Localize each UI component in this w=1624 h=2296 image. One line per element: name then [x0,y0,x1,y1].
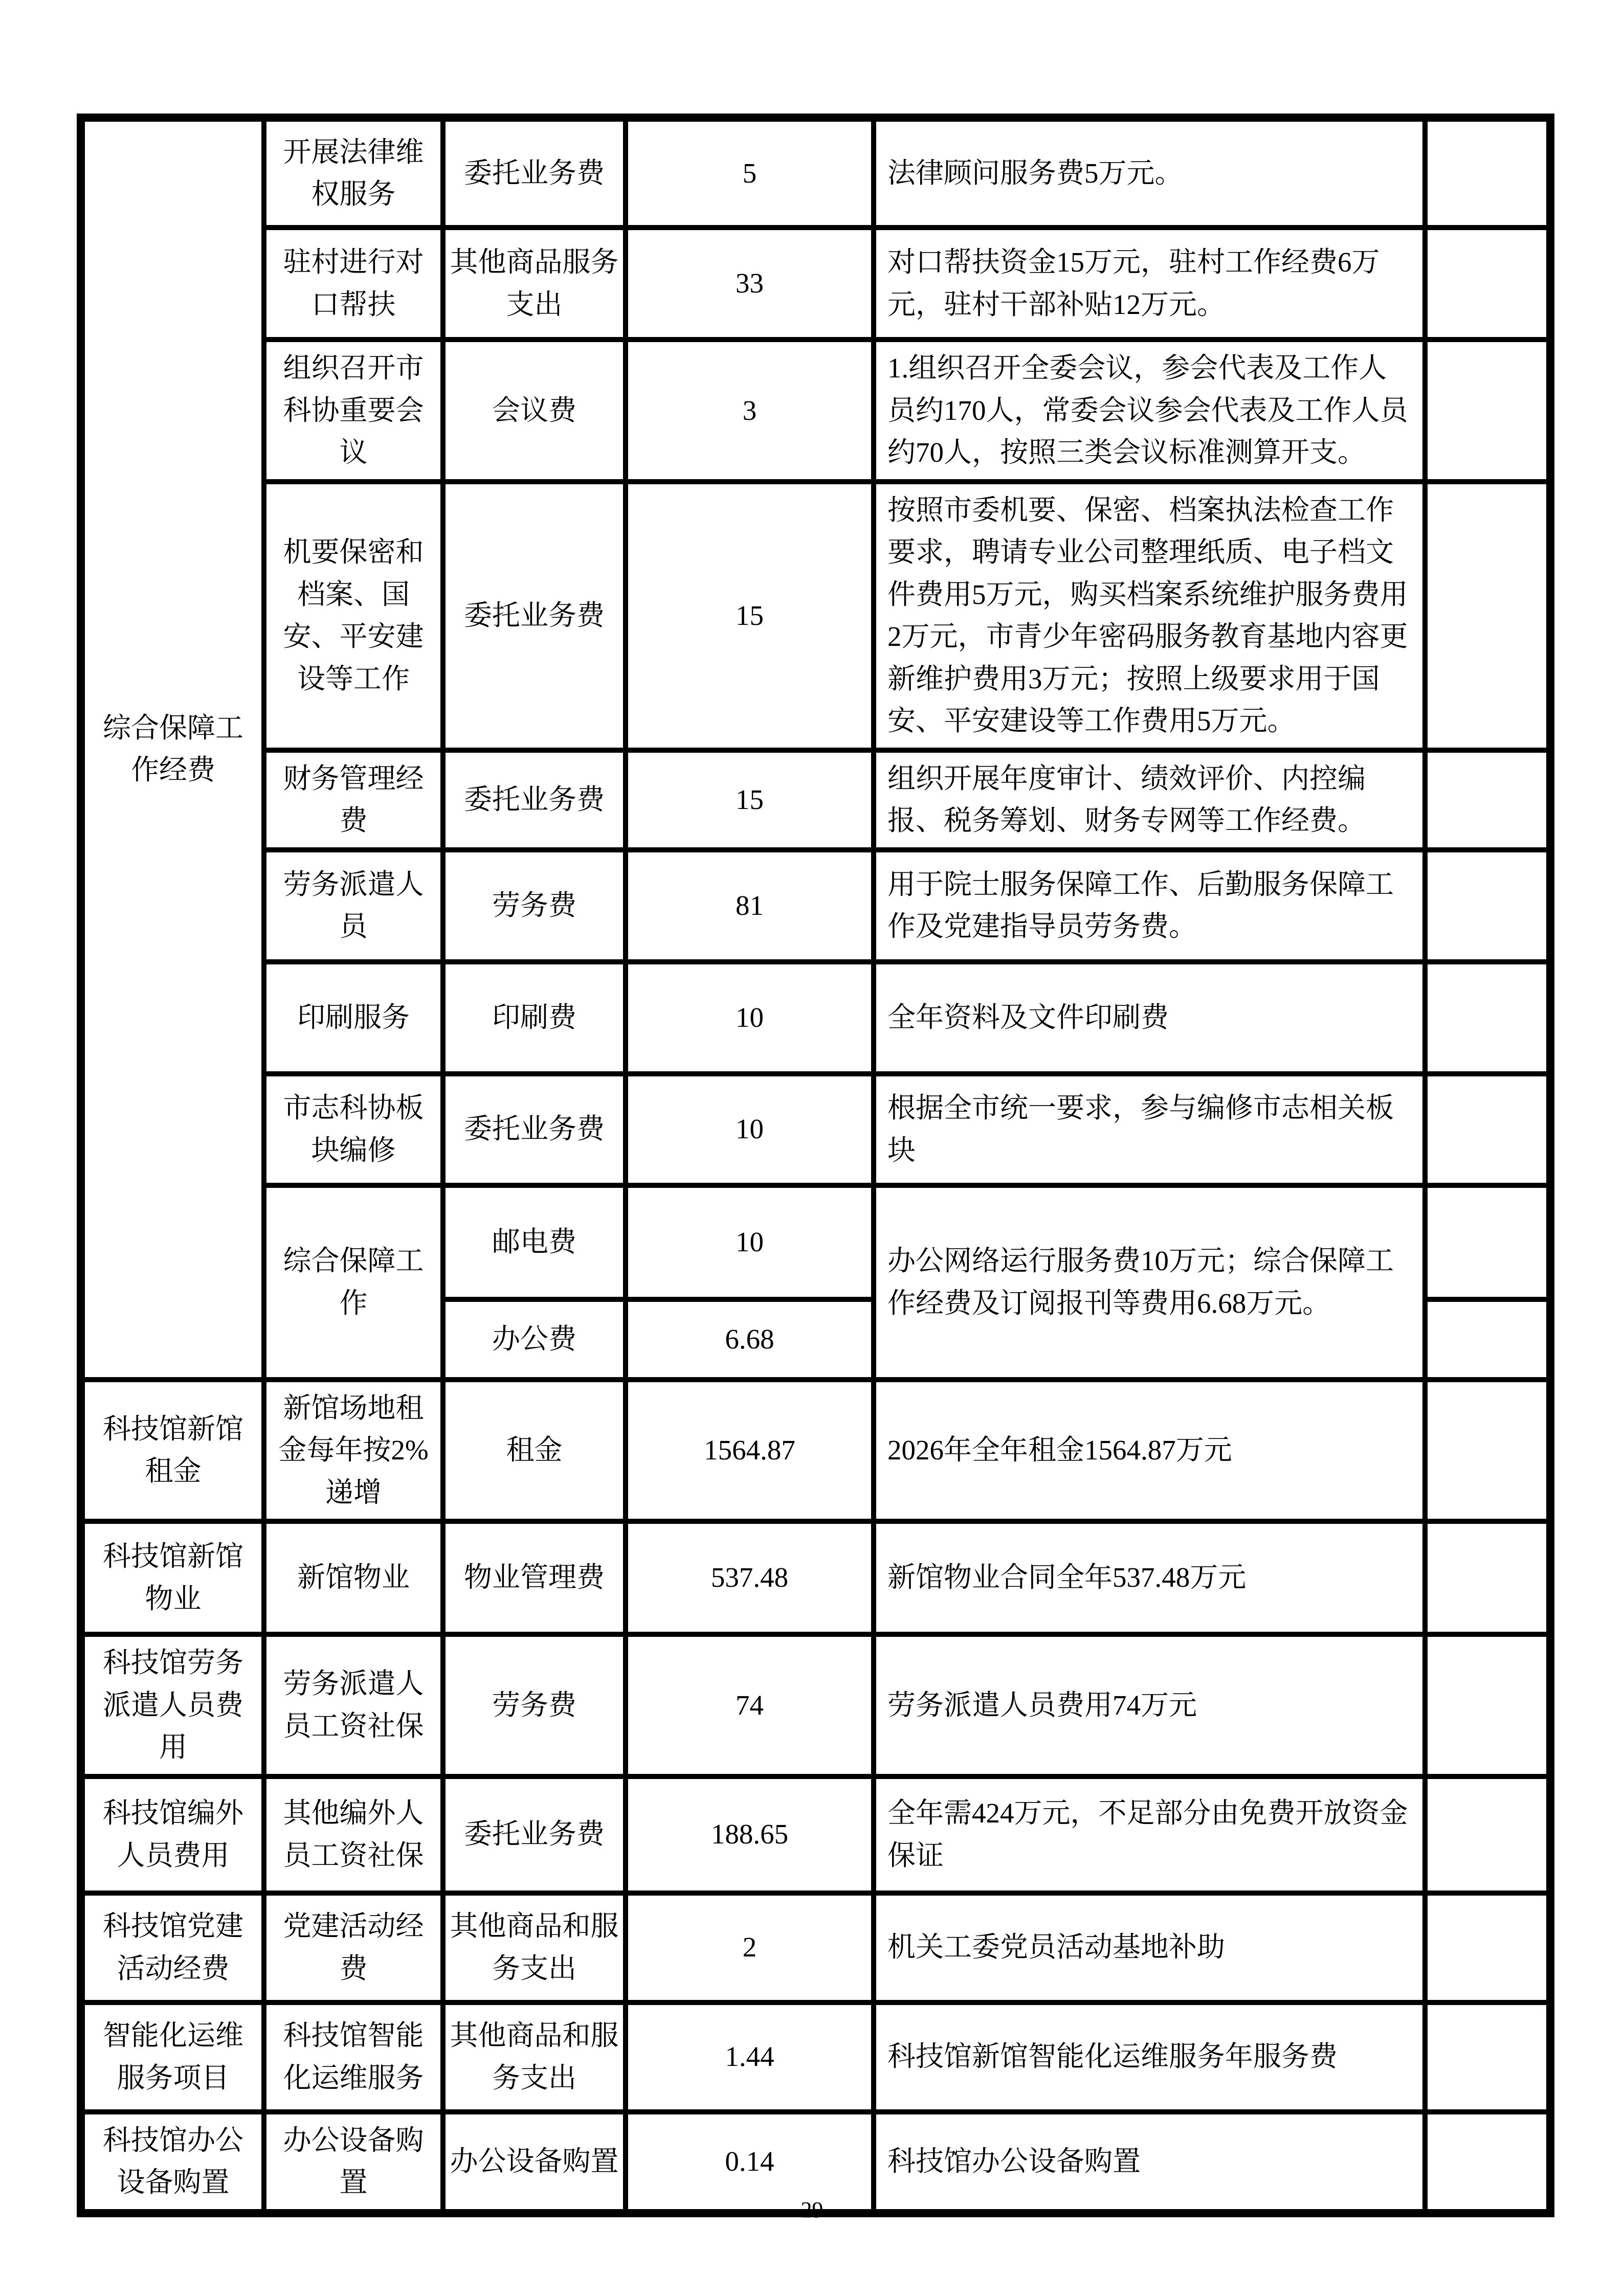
cell-expense-type: 其他商品服务支出 [443,228,626,340]
cell-amount: 0.14 [626,2112,874,2213]
cell-expense-type: 其他商品和服务支出 [443,1893,626,2002]
cell-subitem: 科技馆智能化运维服务 [264,2002,443,2112]
cell-amount: 15 [626,482,874,750]
cell-amount: 6.68 [626,1299,874,1380]
cell-description: 科技馆办公设备购置 [874,2112,1425,2213]
cell-blank [1425,2002,1550,2112]
cell-blank [1425,850,1550,962]
cell-category: 科技馆党建活动经费 [81,1893,264,2002]
cell-blank [1425,750,1550,850]
cell-subitem: 开展法律维权服务 [264,118,443,228]
cell-expense-type: 委托业务费 [443,482,626,750]
page-number: 29 [800,2197,824,2222]
cell-subitem: 机要保密和档案、国安、平安建设等工作 [264,482,443,750]
cell-blank [1425,1185,1550,1299]
cell-description: 用于院士服务保障工作、后勤服务保障工作及党建指导员劳务费。 [874,850,1425,962]
cell-expense-type: 邮电费 [443,1185,626,1299]
cell-blank [1425,1299,1550,1380]
table-row [81,962,1550,1074]
table-row [81,340,1550,482]
cell-subitem: 其他编外人员工资社保 [264,1776,443,1893]
table-row [81,482,1550,750]
cell-amount: 81 [626,850,874,962]
budget-table-body [81,118,1550,2213]
cell-expense-type: 印刷费 [443,962,626,1074]
cell-category: 科技馆办公设备购置 [81,2112,264,2213]
cell-subitem: 印刷服务 [264,962,443,1074]
cell-expense-type: 会议费 [443,340,626,482]
table-row [81,1074,1550,1185]
cell-expense-type: 其他商品和服务支出 [443,2002,626,2112]
cell-description: 1.组织召开全委会议，参会代表及工作人员约170人，常委会议参会代表及工作人员约70人，按照三类会议标准测算开支。 [874,340,1425,482]
cell-description: 劳务派遣人员费用74万元 [874,1634,1425,1776]
cell-subitem: 驻村进行对口帮扶 [264,228,443,340]
cell-subitem: 市志科协板块编修 [264,1074,443,1185]
cell-expense-type: 办公设备购置 [443,2112,626,2213]
cell-amount: 1564.87 [626,1380,874,1522]
cell-description: 全年资料及文件印刷费 [874,962,1425,1074]
cell-blank [1425,1634,1550,1776]
cell-amount: 3 [626,340,874,482]
cell-description: 全年需424万元，不足部分由免费开放资金保证 [874,1776,1425,1893]
cell-blank [1425,1893,1550,2002]
table-row [81,750,1550,850]
cell-description: 新馆物业合同全年537.48万元 [874,1521,1425,1634]
cell-blank [1425,1776,1550,1893]
cell-blank [1425,1521,1550,1634]
table-row [81,1634,1550,1776]
table-row [81,1521,1550,1634]
cell-blank [1425,482,1550,750]
cell-description: 法律顾问服务费5万元。 [874,118,1425,228]
cell-description: 2026年全年租金1564.87万元 [874,1380,1425,1522]
cell-subitem: 办公设备购置 [264,2112,443,2213]
cell-description: 按照市委机要、保密、档案执法检查工作要求，聘请专业公司整理纸质、电子档文件费用5万元，购买档案系统维护服务费用2万元，市青少年密码服务教育基地内容更新维护费用3万元；按照上级要求用于国安、平安建设等工作费用5万元。 [874,482,1425,750]
cell-amount: 74 [626,1634,874,1776]
cell-amount: 188.65 [626,1776,874,1893]
cell-subitem: 劳务派遣人员工资社保 [264,1634,443,1776]
cell-expense-type: 办公费 [443,1299,626,1380]
cell-amount: 15 [626,750,874,850]
cell-blank [1425,1074,1550,1185]
cell-description: 机关工委党员活动基地补助 [874,1893,1425,2002]
table-row [81,1776,1550,1893]
cell-description: 科技馆新馆智能化运维服务年服务费 [874,2002,1425,2112]
cell-amount: 2 [626,1893,874,2002]
cell-blank [1425,962,1550,1074]
cell-description: 对口帮扶资金15万元，驻村工作经费6万元，驻村干部补贴12万元。 [874,228,1425,340]
cell-expense-type: 劳务费 [443,850,626,962]
budget-detail-table [77,114,1554,2217]
cell-expense-type: 委托业务费 [443,1776,626,1893]
cell-subitem: 综合保障工作 [264,1185,443,1380]
cell-expense-type: 租金 [443,1380,626,1522]
table-row [81,850,1550,962]
cell-amount: 1.44 [626,2002,874,2112]
cell-amount: 33 [626,228,874,340]
cell-blank [1425,118,1550,228]
cell-subitem: 新馆物业 [264,1521,443,1634]
cell-subitem: 财务管理经费 [264,750,443,850]
cell-category: 科技馆新馆物业 [81,1521,264,1634]
cell-expense-type: 劳务费 [443,1634,626,1776]
cell-category: 科技馆劳务派遣人员费用 [81,1634,264,1776]
cell-expense-type: 委托业务费 [443,118,626,228]
cell-subitem: 新馆场地租金每年按2%递增 [264,1380,443,1522]
cell-expense-type: 物业管理费 [443,1521,626,1634]
cell-description: 组织开展年度审计、绩效评价、内控编报、税务筹划、财务专网等工作经费。 [874,750,1425,850]
table-row [81,1893,1550,2002]
cell-category: 综合保障工作经费 [81,118,264,1380]
table-row [81,118,1550,228]
table-row [81,1380,1550,1522]
cell-amount: 10 [626,962,874,1074]
table-row [81,228,1550,340]
cell-blank [1425,340,1550,482]
cell-category: 科技馆编外人员费用 [81,1776,264,1893]
cell-subitem: 党建活动经费 [264,1893,443,2002]
cell-category: 科技馆新馆租金 [81,1380,264,1522]
cell-expense-type: 委托业务费 [443,750,626,850]
cell-blank [1425,228,1550,340]
table-row [81,1185,1550,1299]
cell-amount: 10 [626,1185,874,1299]
cell-amount: 10 [626,1074,874,1185]
cell-description: 办公网络运行服务费10万元；综合保障工作经费及订阅报刊等费用6.68万元。 [874,1185,1425,1380]
cell-amount: 537.48 [626,1521,874,1634]
cell-subitem: 组织召开市科协重要会议 [264,340,443,482]
cell-expense-type: 委托业务费 [443,1074,626,1185]
cell-amount: 5 [626,118,874,228]
cell-description: 根据全市统一要求，参与编修市志相关板块 [874,1074,1425,1185]
cell-subitem: 劳务派遣人员 [264,850,443,962]
cell-category: 智能化运维服务项目 [81,2002,264,2112]
table-row [81,2002,1550,2112]
cell-blank [1425,1380,1550,1522]
